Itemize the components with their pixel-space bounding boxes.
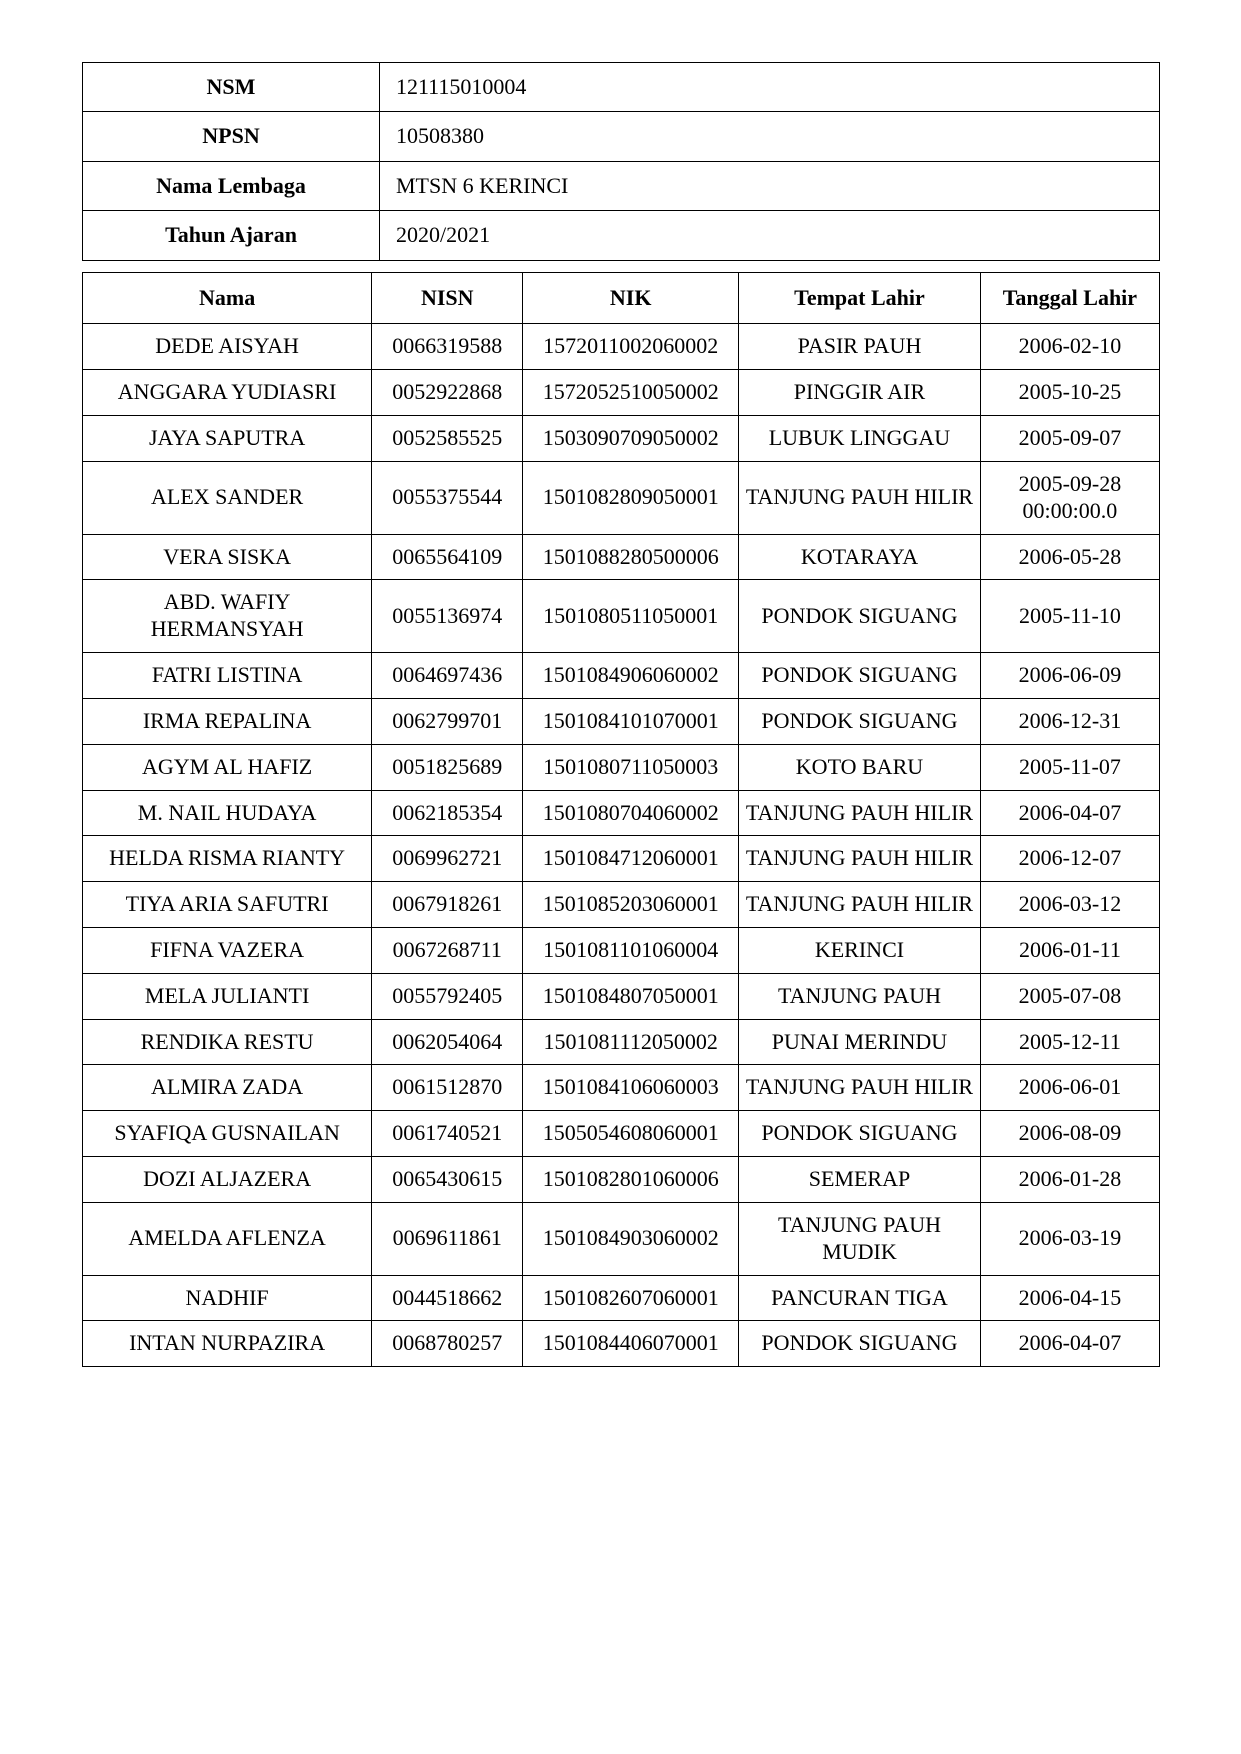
table-row bbox=[83, 882, 1160, 928]
cell-tanggal-lahir: 2005-09-28 00:00:00.0 bbox=[980, 461, 1159, 534]
cell-tempat-lahir: KOTO BARU bbox=[739, 744, 981, 790]
cell-nik: 1501082801060006 bbox=[523, 1157, 739, 1203]
cell-nisn: 0052922868 bbox=[372, 370, 523, 416]
institution-info-body bbox=[83, 63, 1160, 261]
cell-nik: 1501081112050002 bbox=[523, 1019, 739, 1065]
cell-nama: INTAN NURPAZIRA bbox=[83, 1321, 372, 1367]
table-row bbox=[83, 1321, 1160, 1367]
cell-tanggal-lahir: 2006-04-07 bbox=[980, 790, 1159, 836]
table-row bbox=[83, 698, 1160, 744]
student-data-table bbox=[82, 272, 1160, 1368]
table-row bbox=[83, 1065, 1160, 1111]
cell-nama: SYAFIQA GUSNAILAN bbox=[83, 1111, 372, 1157]
cell-nik: 1572011002060002 bbox=[523, 324, 739, 370]
cell-tanggal-lahir: 2006-12-07 bbox=[980, 836, 1159, 882]
cell-tanggal-lahir: 2006-08-09 bbox=[980, 1111, 1159, 1157]
cell-tanggal-lahir: 2005-12-11 bbox=[980, 1019, 1159, 1065]
student-table-head bbox=[83, 272, 1160, 324]
cell-nik: 1501084101070001 bbox=[523, 698, 739, 744]
info-value-npsn: 10508380 bbox=[380, 112, 1160, 161]
table-row bbox=[83, 836, 1160, 882]
cell-tanggal-lahir: 2006-04-07 bbox=[980, 1321, 1159, 1367]
cell-nama: ALEX SANDER bbox=[83, 461, 372, 534]
cell-nama: MELA JULIANTI bbox=[83, 973, 372, 1019]
cell-nisn: 0061740521 bbox=[372, 1111, 523, 1157]
table-row bbox=[83, 534, 1160, 580]
cell-nama: RENDIKA RESTU bbox=[83, 1019, 372, 1065]
cell-tempat-lahir: PASIR PAUH bbox=[739, 324, 981, 370]
column-header-tanggal-lahir: Tanggal Lahir bbox=[980, 272, 1159, 324]
info-label-tahun-ajaran: Tahun Ajaran bbox=[83, 211, 380, 260]
cell-nama: ABD. WAFIY HERMANSYAH bbox=[83, 580, 372, 653]
cell-tanggal-lahir: 2005-09-07 bbox=[980, 416, 1159, 462]
column-header-nama: Nama bbox=[83, 272, 372, 324]
cell-nik: 1501084903060002 bbox=[523, 1202, 739, 1275]
cell-tanggal-lahir: 2006-02-10 bbox=[980, 324, 1159, 370]
cell-tanggal-lahir: 2006-03-12 bbox=[980, 882, 1159, 928]
student-table-header-row bbox=[83, 272, 1160, 324]
cell-tempat-lahir: PONDOK SIGUANG bbox=[739, 580, 981, 653]
table-row bbox=[83, 370, 1160, 416]
cell-nama: FATRI LISTINA bbox=[83, 653, 372, 699]
cell-nisn: 0052585525 bbox=[372, 416, 523, 462]
cell-nik: 1501084106060003 bbox=[523, 1065, 739, 1111]
info-value-nsm: 121115010004 bbox=[380, 63, 1160, 112]
table-row bbox=[83, 653, 1160, 699]
cell-nisn: 0068780257 bbox=[372, 1321, 523, 1367]
cell-nik: 1501084406070001 bbox=[523, 1321, 739, 1367]
cell-nik: 1501082607060001 bbox=[523, 1275, 739, 1321]
cell-tempat-lahir: TANJUNG PAUH HILIR bbox=[739, 461, 981, 534]
cell-tempat-lahir: TANJUNG PAUH HILIR bbox=[739, 882, 981, 928]
cell-nama: M. NAIL HUDAYA bbox=[83, 790, 372, 836]
cell-tanggal-lahir: 2006-01-28 bbox=[980, 1157, 1159, 1203]
table-row bbox=[83, 1019, 1160, 1065]
cell-nik: 1501088280500006 bbox=[523, 534, 739, 580]
cell-nik: 1505054608060001 bbox=[523, 1111, 739, 1157]
cell-nama: VERA SISKA bbox=[83, 534, 372, 580]
cell-tempat-lahir: PONDOK SIGUANG bbox=[739, 698, 981, 744]
column-header-nisn: NISN bbox=[372, 272, 523, 324]
cell-nisn: 0062185354 bbox=[372, 790, 523, 836]
cell-nik: 1501080704060002 bbox=[523, 790, 739, 836]
cell-nama: DOZI ALJAZERA bbox=[83, 1157, 372, 1203]
cell-tanggal-lahir: 2006-06-09 bbox=[980, 653, 1159, 699]
cell-nisn: 0066319588 bbox=[372, 324, 523, 370]
cell-nik: 1501084906060002 bbox=[523, 653, 739, 699]
cell-nisn: 0065430615 bbox=[372, 1157, 523, 1203]
cell-nama: FIFNA VAZERA bbox=[83, 927, 372, 973]
table-row bbox=[83, 461, 1160, 534]
table-row bbox=[83, 744, 1160, 790]
cell-tanggal-lahir: 2005-11-10 bbox=[980, 580, 1159, 653]
table-row bbox=[83, 1202, 1160, 1275]
cell-tempat-lahir: TANJUNG PAUH HILIR bbox=[739, 1065, 981, 1111]
cell-nik: 1501084712060001 bbox=[523, 836, 739, 882]
cell-nisn: 0067268711 bbox=[372, 927, 523, 973]
table-row bbox=[83, 324, 1160, 370]
cell-nisn: 0064697436 bbox=[372, 653, 523, 699]
cell-tempat-lahir: SEMERAP bbox=[739, 1157, 981, 1203]
cell-nik: 1572052510050002 bbox=[523, 370, 739, 416]
cell-tempat-lahir: LUBUK LINGGAU bbox=[739, 416, 981, 462]
cell-nisn: 0065564109 bbox=[372, 534, 523, 580]
cell-nisn: 0062799701 bbox=[372, 698, 523, 744]
cell-nisn: 0044518662 bbox=[372, 1275, 523, 1321]
cell-nama: AGYM AL HAFIZ bbox=[83, 744, 372, 790]
info-row-tahun-ajaran bbox=[83, 211, 1160, 260]
info-value-nama-lembaga: MTSN 6 KERINCI bbox=[380, 161, 1160, 210]
cell-nik: 1501081101060004 bbox=[523, 927, 739, 973]
table-row bbox=[83, 416, 1160, 462]
cell-nik: 1501084807050001 bbox=[523, 973, 739, 1019]
cell-tempat-lahir: TANJUNG PAUH MUDIK bbox=[739, 1202, 981, 1275]
cell-nisn: 0055792405 bbox=[372, 973, 523, 1019]
cell-tanggal-lahir: 2006-05-28 bbox=[980, 534, 1159, 580]
cell-tanggal-lahir: 2006-03-19 bbox=[980, 1202, 1159, 1275]
cell-tempat-lahir: TANJUNG PAUH HILIR bbox=[739, 790, 981, 836]
cell-nik: 1501080511050001 bbox=[523, 580, 739, 653]
table-gap-divider bbox=[82, 261, 1163, 272]
cell-nisn: 0062054064 bbox=[372, 1019, 523, 1065]
cell-tanggal-lahir: 2005-07-08 bbox=[980, 973, 1159, 1019]
cell-tempat-lahir: PONDOK SIGUANG bbox=[739, 653, 981, 699]
info-label-nama-lembaga: Nama Lembaga bbox=[83, 161, 380, 210]
cell-nik: 1501082809050001 bbox=[523, 461, 739, 534]
cell-nik: 1503090709050002 bbox=[523, 416, 739, 462]
column-header-nik: NIK bbox=[523, 272, 739, 324]
table-row bbox=[83, 1111, 1160, 1157]
cell-tempat-lahir: PONDOK SIGUANG bbox=[739, 1321, 981, 1367]
cell-nisn: 0055375544 bbox=[372, 461, 523, 534]
cell-tempat-lahir: PINGGIR AIR bbox=[739, 370, 981, 416]
cell-tanggal-lahir: 2006-06-01 bbox=[980, 1065, 1159, 1111]
cell-nama: JAYA SAPUTRA bbox=[83, 416, 372, 462]
info-row-npsn bbox=[83, 112, 1160, 161]
table-row bbox=[83, 580, 1160, 653]
table-row bbox=[83, 927, 1160, 973]
cell-nisn: 0061512870 bbox=[372, 1065, 523, 1111]
cell-nisn: 0069611861 bbox=[372, 1202, 523, 1275]
cell-nama: AMELDA AFLENZA bbox=[83, 1202, 372, 1275]
cell-tempat-lahir: PANCURAN TIGA bbox=[739, 1275, 981, 1321]
cell-tanggal-lahir: 2006-01-11 bbox=[980, 927, 1159, 973]
column-header-tempat-lahir: Tempat Lahir bbox=[739, 272, 981, 324]
cell-nama: ANGGARA YUDIASRI bbox=[83, 370, 372, 416]
cell-nama: NADHIF bbox=[83, 1275, 372, 1321]
info-row-nsm bbox=[83, 63, 1160, 112]
cell-nisn: 0069962721 bbox=[372, 836, 523, 882]
cell-nik: 1501080711050003 bbox=[523, 744, 739, 790]
cell-tempat-lahir: KOTARAYA bbox=[739, 534, 981, 580]
cell-nik: 1501085203060001 bbox=[523, 882, 739, 928]
cell-tempat-lahir: TANJUNG PAUH HILIR bbox=[739, 836, 981, 882]
cell-nisn: 0055136974 bbox=[372, 580, 523, 653]
info-row-nama-lembaga bbox=[83, 161, 1160, 210]
cell-tempat-lahir: TANJUNG PAUH bbox=[739, 973, 981, 1019]
info-label-nsm: NSM bbox=[83, 63, 380, 112]
cell-nisn: 0051825689 bbox=[372, 744, 523, 790]
info-value-tahun-ajaran: 2020/2021 bbox=[380, 211, 1160, 260]
table-row bbox=[83, 1157, 1160, 1203]
institution-info-table bbox=[82, 62, 1160, 261]
cell-nama: IRMA REPALINA bbox=[83, 698, 372, 744]
student-table-body bbox=[83, 324, 1160, 1367]
cell-tanggal-lahir: 2005-10-25 bbox=[980, 370, 1159, 416]
table-row bbox=[83, 1275, 1160, 1321]
cell-tanggal-lahir: 2006-04-15 bbox=[980, 1275, 1159, 1321]
cell-tanggal-lahir: 2005-11-07 bbox=[980, 744, 1159, 790]
table-row bbox=[83, 973, 1160, 1019]
cell-nisn: 0067918261 bbox=[372, 882, 523, 928]
table-row bbox=[83, 790, 1160, 836]
info-label-npsn: NPSN bbox=[83, 112, 380, 161]
cell-nama: TIYA ARIA SAFUTRI bbox=[83, 882, 372, 928]
cell-tanggal-lahir: 2006-12-31 bbox=[980, 698, 1159, 744]
cell-nama: ALMIRA ZADA bbox=[83, 1065, 372, 1111]
cell-tempat-lahir: PUNAI MERINDU bbox=[739, 1019, 981, 1065]
cell-nama: HELDA RISMA RIANTY bbox=[83, 836, 372, 882]
cell-nama: DEDE AISYAH bbox=[83, 324, 372, 370]
cell-tempat-lahir: PONDOK SIGUANG bbox=[739, 1111, 981, 1157]
cell-tempat-lahir: KERINCI bbox=[739, 927, 981, 973]
